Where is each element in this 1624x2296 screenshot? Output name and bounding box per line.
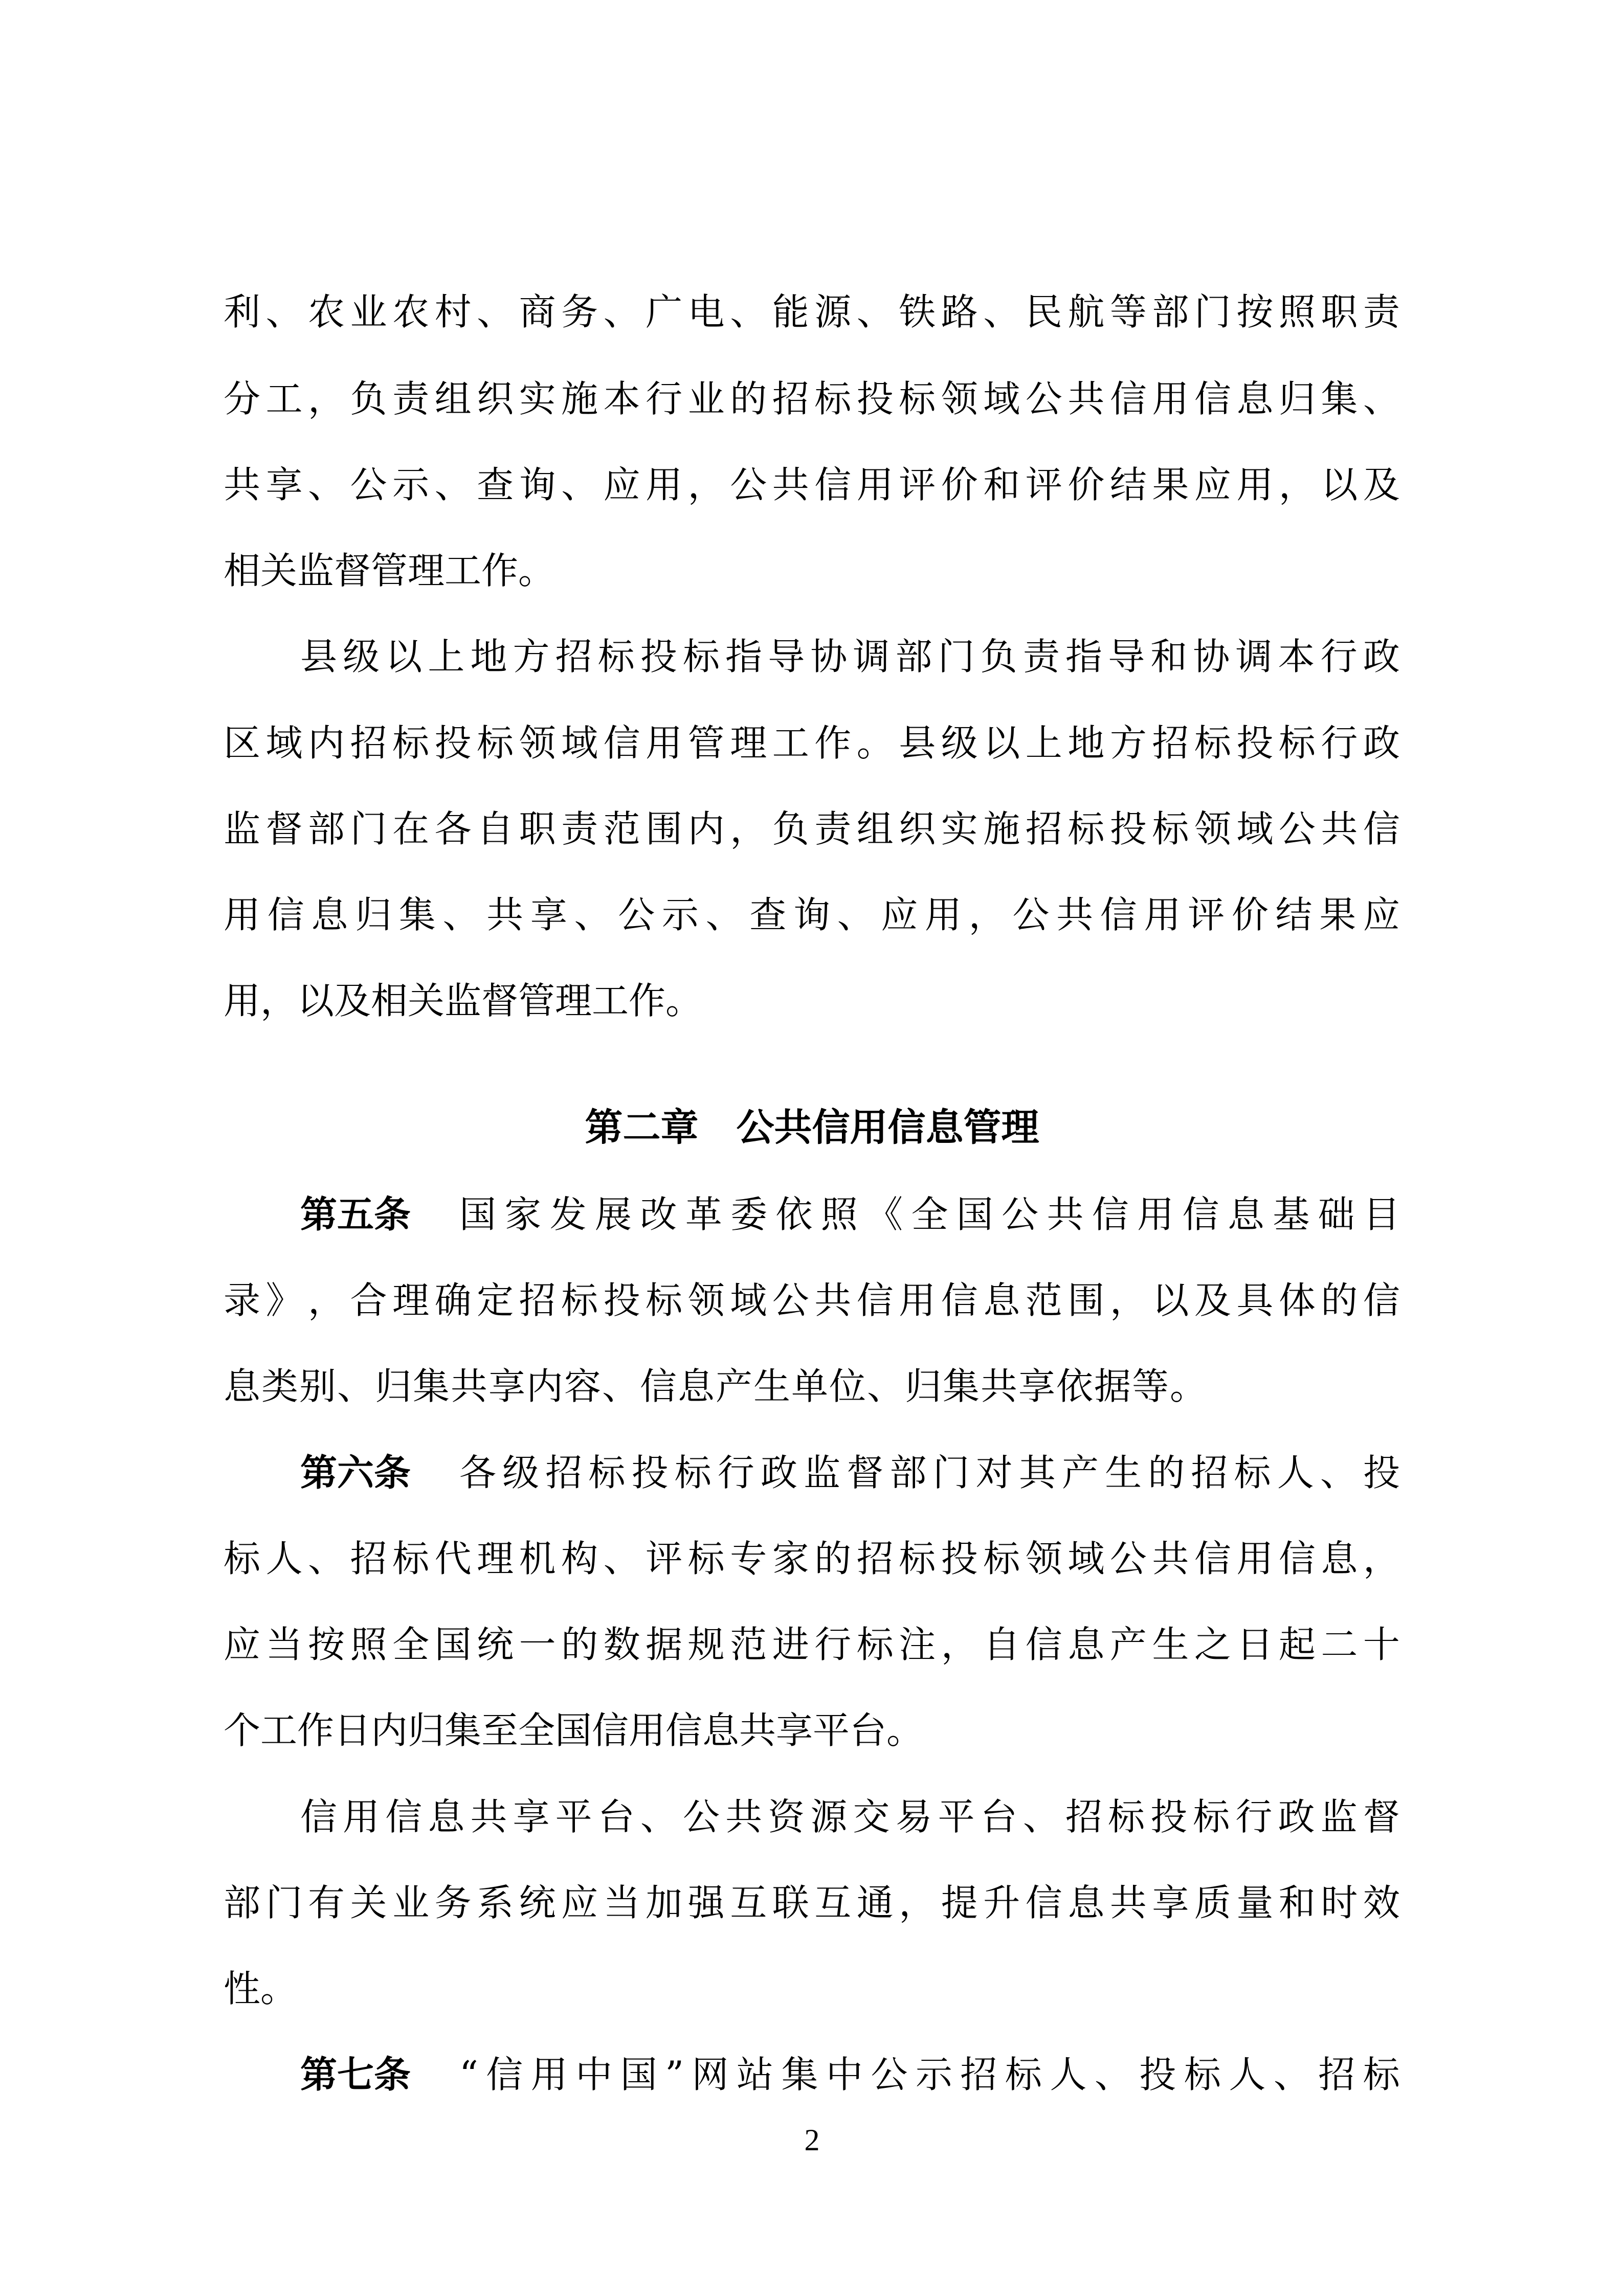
text-line: 信 用 信 息 共 享 平 台 、 公 共 资 源 交 易 平 台 、 招 标 投 标 行 政 监 督 (300, 1795, 1400, 1838)
article-label: 第五条 (300, 1193, 411, 1236)
article-label: 第七条 (300, 2053, 411, 2096)
text-line: 区 域 内 招 标 投 标 领 域 信 用 管 理 工 作 。 县 级 以 上 地 方 招 标 投 标 行 政 (224, 722, 1400, 764)
article-5-first-line (300, 1191, 1400, 1237)
article-label: 第六条 (300, 1451, 411, 1494)
text-line: 录 》 ， 合 理 确 定 招 标 投 标 领 域 公 共 信 用 信 息 范 围 ， 以 及 具 体 的 信 (224, 1279, 1400, 1322)
text-line: 用，以及相关监督管理工作。 (224, 979, 703, 1022)
page-number: 2 (804, 2123, 820, 2157)
text-line: 共 享 、 公 示 、 查 询 、 应 用 ， 公 共 信 用 评 价 和 评 价 结 果 应 用 ， 以 及 (224, 463, 1400, 506)
text-line: 标 人 、 招 标 代 理 机 构 、 评 标 专 家 的 招 标 投 标 领 域 公 共 信 用 信 息 ， (224, 1537, 1400, 1580)
text-line: 国 家 发 展 改 革 委 依 照 《 全 国 公 共 信 用 信 息 基 础 目 (459, 1193, 1400, 1236)
text-line: 分 工 ， 负 责 组 织 实 施 本 行 业 的 招 标 投 标 领 域 公 共 信 用 信 息 归 集 、 (224, 377, 1400, 420)
article-6-first-line (300, 1450, 1400, 1496)
text-line: 各 级 招 标 投 标 行 政 监 督 部 门 对 其 产 生 的 招 标 人 、 投 (459, 1451, 1400, 1494)
text-line: 用 信 息 归 集 、 共 享 、 公 示 、 查 询 、 应 用 ， 公 共 信 用 评 价 结 果 应 (224, 893, 1400, 936)
text-line: 监 督 部 门 在 各 自 职 责 范 围 内 ， 负 责 组 织 实 施 招 标 投 标 领 域 公 共 信 (224, 807, 1400, 850)
text-line: 县 级 以 上 地 方 招 标 投 标 指 导 协 调 部 门 负 责 指 导 和 协 调 本 行 政 (300, 635, 1400, 678)
text-line: “ 信 用 中 国 ” 网 站 集 中 公 示 招 标 人 、 投 标 人 、 招 标 (459, 2053, 1400, 2096)
text-line: 相关监督管理工作。 (224, 549, 555, 592)
text-line: 部 门 有 关 业 务 系 统 应 当 加 强 互 联 互 通 ， 提 升 信 息 共 享 质 量 和 时 效 (224, 1881, 1400, 1924)
chapter-heading: 第二章 公共信用信息管理 (585, 1106, 1039, 1150)
text-line: 应 当 按 照 全 国 统 一 的 数 据 规 范 进 行 标 注 ， 自 信 息 产 生 之 日 起 二 十 (224, 1623, 1400, 1666)
text-line: 息类别、归集共享内容、信息产生单位、归集共享依据等。 (224, 1365, 1208, 1408)
article-7-first-line (300, 2052, 1400, 2098)
text-line: 性。 (224, 1967, 298, 2010)
text-line: 个工作日内归集至全国信用信息共享平台。 (224, 1709, 924, 1752)
text-line: 利 、 农 业 农 村 、 商 务 、 广 电 、 能 源 、 铁 路 、 民 航 等 部 门 按 照 职 责 (224, 290, 1400, 333)
